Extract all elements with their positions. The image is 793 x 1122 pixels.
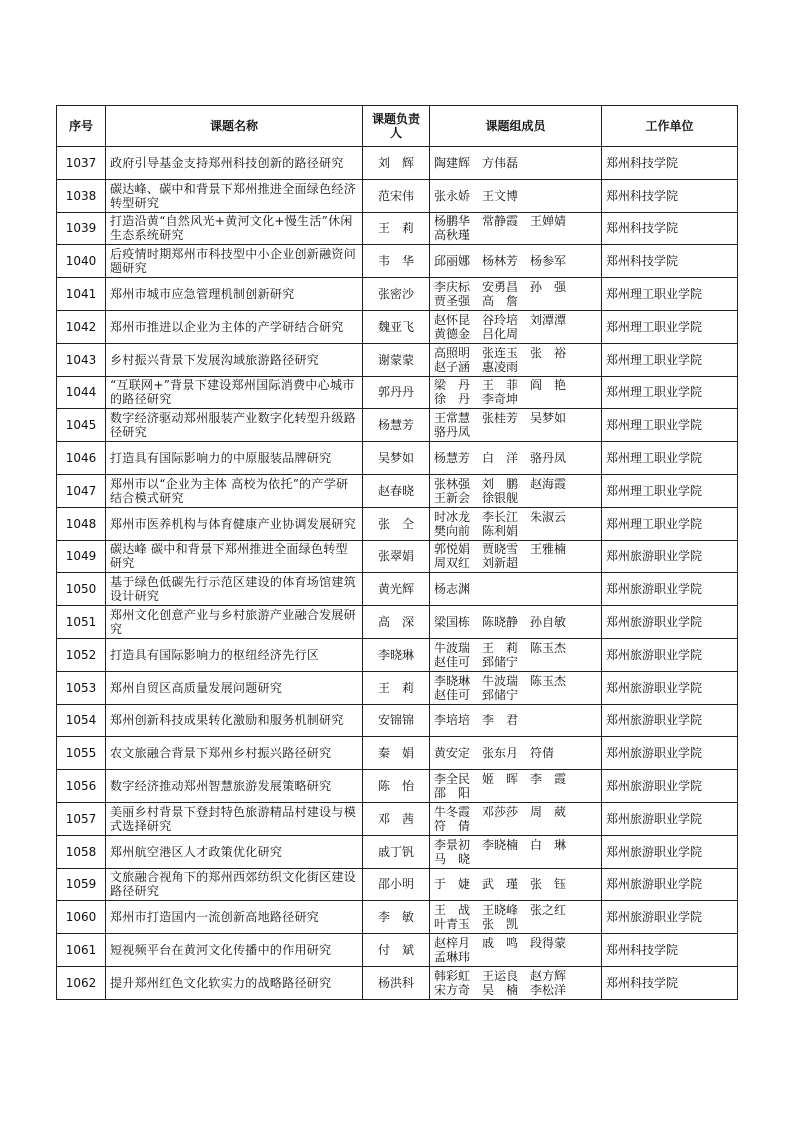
row-org: 郑州理工职业学院 — [602, 310, 738, 343]
row-org: 郑州理工职业学院 — [602, 409, 738, 442]
row-title: 郑州市打造国内一流创新高地路径研究 — [106, 901, 363, 934]
row-members: 黄安定 张东月 符倩 — [430, 737, 602, 770]
header-leader: 课题负责人 — [363, 106, 430, 147]
table-row — [57, 802, 738, 835]
row-leader: 付 斌 — [363, 934, 430, 967]
row-title: 郑州航空港区人才政策优化研究 — [106, 835, 363, 868]
row-no: 1039 — [57, 212, 106, 245]
header-members: 课题组成员 — [430, 106, 602, 147]
row-title: 后疫情时期郑州市科技型中小企业创新融资问题研究 — [106, 245, 363, 278]
row-leader: 郭丹丹 — [363, 376, 430, 409]
table-row — [57, 737, 738, 770]
table-row — [57, 212, 738, 245]
row-no: 1047 — [57, 474, 106, 507]
row-title: 郑州创新科技成果转化激励和服务机制研究 — [106, 704, 363, 737]
row-members: 杨鹏华 常静霞 王婵婧 高秋瑾 — [430, 212, 602, 245]
row-no: 1042 — [57, 310, 106, 343]
row-members: 梁 丹 王 菲 阎 艳 徐 丹 李奇坤 — [430, 376, 602, 409]
row-no: 1044 — [57, 376, 106, 409]
row-leader: 杨洪科 — [363, 966, 430, 999]
row-members: 时冰龙 李长江 朱淑云 樊向前 陈利娟 — [430, 507, 602, 540]
table-row — [57, 278, 738, 311]
row-title: 郑州市推进以企业为主体的产学研结合研究 — [106, 310, 363, 343]
table-row — [57, 507, 738, 540]
row-members: 韩彩虹 王运良 赵方辉 宋方奇 吴 楠 李松洋 — [430, 966, 602, 999]
row-leader: 高 深 — [363, 606, 430, 639]
row-title: 郑州市以“企业为主体 高校为依托”的产学研结合模式研究 — [106, 474, 363, 507]
row-org: 郑州理工职业学院 — [602, 474, 738, 507]
row-members: 郭悦娟 贾晓雪 王雅楠 周双红 刘新超 — [430, 540, 602, 573]
row-members: 王常慧 张桂芳 吴梦如 骆丹凤 — [430, 409, 602, 442]
row-no: 1037 — [57, 147, 106, 180]
row-members: 赵怀昆 谷玲培 刘潭潭 黄德金 吕化周 — [430, 310, 602, 343]
row-no: 1054 — [57, 704, 106, 737]
row-no: 1049 — [57, 540, 106, 573]
project-table — [56, 105, 738, 1000]
row-no: 1045 — [57, 409, 106, 442]
row-title: 短视频平台在黄河文化传播中的作用研究 — [106, 934, 363, 967]
row-no: 1053 — [57, 671, 106, 704]
table-row — [57, 376, 738, 409]
row-org: 郑州旅游职业学院 — [602, 901, 738, 934]
row-org: 郑州旅游职业学院 — [602, 770, 738, 803]
row-no: 1048 — [57, 507, 106, 540]
row-org: 郑州理工职业学院 — [602, 442, 738, 475]
header-title: 课题名称 — [106, 106, 363, 147]
row-title: 政府引导基金支持郑州科技创新的路径研究 — [106, 147, 363, 180]
table-body — [57, 147, 738, 1000]
row-members: 王 战 王晓峰 张之红 叶青玉 张 凯 — [430, 901, 602, 934]
table-row — [57, 310, 738, 343]
row-leader: 张 仝 — [363, 507, 430, 540]
row-leader: 戚丁钒 — [363, 835, 430, 868]
row-org: 郑州科技学院 — [602, 179, 738, 212]
row-leader: 王 莉 — [363, 212, 430, 245]
row-title: 碳达峰 碳中和背景下郑州推进全面绿色转型研究 — [106, 540, 363, 573]
row-org: 郑州科技学院 — [602, 966, 738, 999]
row-no: 1046 — [57, 442, 106, 475]
table-row — [57, 704, 738, 737]
row-org: 郑州旅游职业学院 — [602, 704, 738, 737]
row-members: 牛冬霞 邓莎莎 周 葳 符 倩 — [430, 802, 602, 835]
row-members: 李庆标 安勇昌 孙 强 贾圣强 高 詹 — [430, 278, 602, 311]
row-members: 李景初 李晓楠 白 琳 马 晓 — [430, 835, 602, 868]
row-title: 打造具有国际影响力的枢纽经济先行区 — [106, 638, 363, 671]
row-title: 郑州自贸区高质量发展问题研究 — [106, 671, 363, 704]
row-org: 郑州科技学院 — [602, 245, 738, 278]
row-title: 农文旅融合背景下郑州乡村振兴路径研究 — [106, 737, 363, 770]
header-org: 工作单位 — [602, 106, 738, 147]
row-no: 1050 — [57, 573, 106, 606]
table-row — [57, 179, 738, 212]
row-leader: 黄光辉 — [363, 573, 430, 606]
table-row — [57, 868, 738, 901]
row-members: 牛波瑞 王 莉 陈玉杰 赵佳可 郅储宁 — [430, 638, 602, 671]
row-members: 赵梓月 戚 鸣 段得蒙 孟琳玮 — [430, 934, 602, 967]
table-row — [57, 934, 738, 967]
row-org: 郑州旅游职业学院 — [602, 638, 738, 671]
row-leader: 邓 茜 — [363, 802, 430, 835]
row-org: 郑州理工职业学院 — [602, 343, 738, 376]
row-no: 1043 — [57, 343, 106, 376]
table-row — [57, 573, 738, 606]
header-no: 序号 — [57, 106, 106, 147]
row-title: 基于绿色低碳先行示范区建设的体育场馆建筑设计研究 — [106, 573, 363, 606]
table-row — [57, 606, 738, 639]
row-org: 郑州理工职业学院 — [602, 278, 738, 311]
row-title: 打造沿黄“自然风光+黄河文化+慢生活”休闲生态系统研究 — [106, 212, 363, 245]
table-row — [57, 343, 738, 376]
row-org: 郑州旅游职业学院 — [602, 802, 738, 835]
row-no: 1052 — [57, 638, 106, 671]
table-row — [57, 770, 738, 803]
row-leader: 张密沙 — [363, 278, 430, 311]
row-org: 郑州理工职业学院 — [602, 376, 738, 409]
table-row — [57, 442, 738, 475]
row-members: 李晓琳 牛波瑞 陈玉杰 赵佳可 郅储宁 — [430, 671, 602, 704]
row-no: 1057 — [57, 802, 106, 835]
row-leader: 魏亚飞 — [363, 310, 430, 343]
row-leader: 邵小明 — [363, 868, 430, 901]
row-title: 郑州文化创意产业与乡村旅游产业融合发展研究 — [106, 606, 363, 639]
row-org: 郑州旅游职业学院 — [602, 737, 738, 770]
row-org: 郑州科技学院 — [602, 212, 738, 245]
row-org: 郑州旅游职业学院 — [602, 835, 738, 868]
row-leader: 王 莉 — [363, 671, 430, 704]
row-title: 文旅融合视角下的郑州西郊纺织文化街区建设路径研究 — [106, 868, 363, 901]
row-leader: 李 敏 — [363, 901, 430, 934]
table-row — [57, 474, 738, 507]
row-members: 杨志渊 — [430, 573, 602, 606]
row-no: 1040 — [57, 245, 106, 278]
row-leader: 李晓琳 — [363, 638, 430, 671]
row-no: 1060 — [57, 901, 106, 934]
row-org: 郑州旅游职业学院 — [602, 573, 738, 606]
row-leader: 韦 华 — [363, 245, 430, 278]
row-members: 梁国栋 陈晓静 孙自敏 — [430, 606, 602, 639]
row-no: 1059 — [57, 868, 106, 901]
table-row — [57, 671, 738, 704]
row-members: 李全民 姬 晖 李 霞 邵 阳 — [430, 770, 602, 803]
row-members: 张林强 刘 鹏 赵海霞 王新会 徐银舰 — [430, 474, 602, 507]
row-members: 高照明 张连玉 张 裕 赵子涵 惠凌雨 — [430, 343, 602, 376]
table-row — [57, 409, 738, 442]
row-org: 郑州理工职业学院 — [602, 507, 738, 540]
row-title: “互联网+”背景下建设郑州国际消费中心城市的路径研究 — [106, 376, 363, 409]
table-row — [57, 245, 738, 278]
row-leader: 赵春晓 — [363, 474, 430, 507]
row-no: 1038 — [57, 179, 106, 212]
row-no: 1058 — [57, 835, 106, 868]
row-title: 提升郑州红色文化软实力的战略路径研究 — [106, 966, 363, 999]
table-row — [57, 147, 738, 180]
row-leader: 张翠娟 — [363, 540, 430, 573]
header-row — [57, 106, 738, 147]
row-org: 郑州科技学院 — [602, 934, 738, 967]
row-title: 碳达峰、碳中和背景下郑州推进全面绿色经济转型研究 — [106, 179, 363, 212]
row-org: 郑州旅游职业学院 — [602, 606, 738, 639]
row-org: 郑州旅游职业学院 — [602, 868, 738, 901]
row-no: 1056 — [57, 770, 106, 803]
row-members: 张永娇 王文博 — [430, 179, 602, 212]
row-no: 1062 — [57, 966, 106, 999]
row-title: 打造具有国际影响力的中原服装品牌研究 — [106, 442, 363, 475]
row-members: 陶建辉 方伟磊 — [430, 147, 602, 180]
row-no: 1041 — [57, 278, 106, 311]
row-leader: 杨慧芳 — [363, 409, 430, 442]
row-title: 数字经济驱动郑州服装产业数字化转型升级路径研究 — [106, 409, 363, 442]
row-leader: 吴梦如 — [363, 442, 430, 475]
table-row — [57, 540, 738, 573]
row-no: 1061 — [57, 934, 106, 967]
row-no: 1051 — [57, 606, 106, 639]
row-members: 杨慧芳 白 洋 骆丹凤 — [430, 442, 602, 475]
row-leader: 范宋伟 — [363, 179, 430, 212]
row-title: 数字经济推动郑州智慧旅游发展策略研究 — [106, 770, 363, 803]
row-org: 郑州科技学院 — [602, 147, 738, 180]
row-org: 郑州旅游职业学院 — [602, 671, 738, 704]
table-row — [57, 638, 738, 671]
row-leader: 陈 怡 — [363, 770, 430, 803]
row-leader: 秦 娟 — [363, 737, 430, 770]
table-row — [57, 901, 738, 934]
row-members: 李培培 李 君 — [430, 704, 602, 737]
row-title: 美丽乡村背景下登封特色旅游精品村建设与模式选择研究 — [106, 802, 363, 835]
table-row — [57, 835, 738, 868]
row-leader: 安锦锦 — [363, 704, 430, 737]
row-title: 乡村振兴背景下发展沟域旅游路径研究 — [106, 343, 363, 376]
row-leader: 谢蒙蒙 — [363, 343, 430, 376]
row-title: 郑州市城市应急管理机制创新研究 — [106, 278, 363, 311]
table-row — [57, 966, 738, 999]
row-members: 于 婕 武 瑾 张 钰 — [430, 868, 602, 901]
row-leader: 刘 辉 — [363, 147, 430, 180]
row-org: 郑州旅游职业学院 — [602, 540, 738, 573]
row-members: 邱丽娜 杨林芳 杨参军 — [430, 245, 602, 278]
row-title: 郑州市医养机构与体育健康产业协调发展研究 — [106, 507, 363, 540]
row-no: 1055 — [57, 737, 106, 770]
